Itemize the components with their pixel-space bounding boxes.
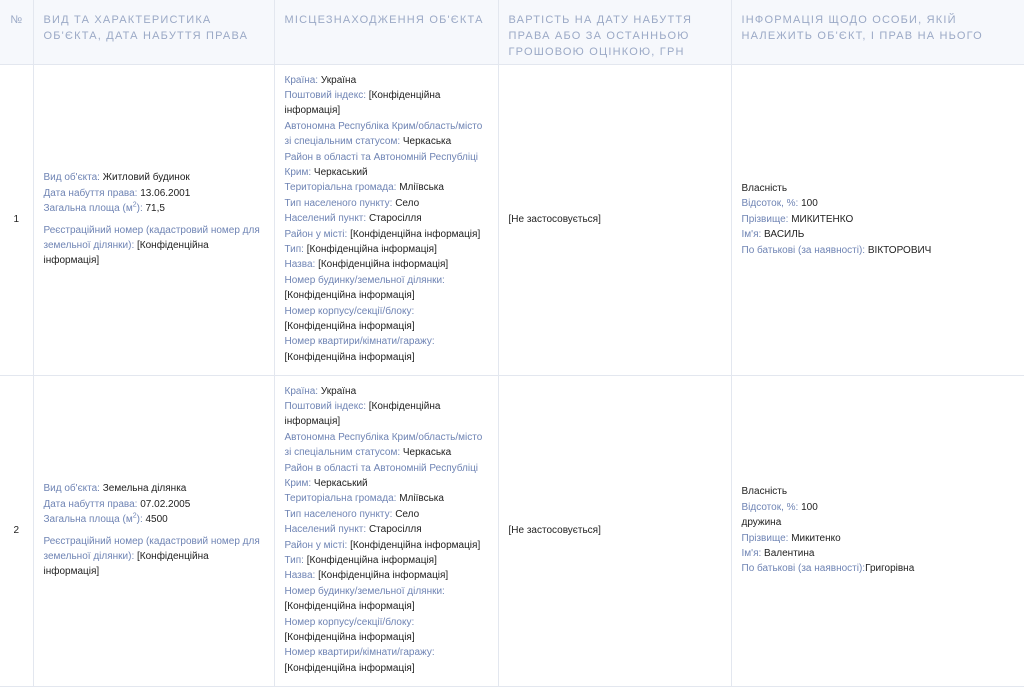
patronymic-value: Григорівна bbox=[865, 563, 915, 575]
city-district-value: [Конфіденційна інформація] bbox=[350, 228, 481, 240]
table-row bbox=[0, 375, 1024, 686]
street-type-value: [Конфіденційна інформація] bbox=[306, 554, 437, 566]
postal-label: Поштовий індекс: bbox=[284, 89, 366, 101]
object-type-label: Вид об'єкта: bbox=[43, 172, 100, 184]
settlement-label: Населений пункт: bbox=[284, 524, 367, 536]
surname-value: Микитенко bbox=[791, 532, 841, 544]
apartment-value: [Конфіденційна інформація] bbox=[284, 351, 415, 363]
community-label: Територіальна громада: bbox=[284, 182, 397, 194]
share-label: Відсоток, %: bbox=[741, 501, 799, 513]
settlement-type-value: Село bbox=[395, 197, 420, 209]
owner-cell bbox=[731, 375, 1024, 686]
patronymic-value: ВІКТОРОВИЧ bbox=[867, 244, 932, 256]
country-value: Україна bbox=[320, 385, 357, 397]
header-value: ВАРТІСТЬ НА ДАТУ НАБУТТЯ ПРАВА АБО ЗА ОСТАННЬОЮ ГРОШОВОЮ ОЦІНКОЮ, ГРН bbox=[498, 0, 731, 64]
relation-value: дружина bbox=[741, 517, 782, 529]
acquired-value: 13.06.2001 bbox=[140, 187, 191, 199]
share-value: 100 bbox=[801, 198, 818, 210]
surname-label: Прізвище: bbox=[741, 213, 789, 225]
street-type-value: [Конфіденційна інформація] bbox=[306, 243, 437, 255]
surname-label: Прізвище: bbox=[741, 532, 789, 544]
street-type-label: Тип: bbox=[284, 554, 304, 566]
object-type-value: Житловий будинок bbox=[102, 172, 190, 184]
patronymic-label: По батькові (за наявності): bbox=[741, 244, 866, 256]
header-location: МІСЦЕЗНАХОДЖЕННЯ ОБ'ЄКТА bbox=[274, 0, 498, 64]
location-cell bbox=[274, 375, 498, 686]
patronymic-label: По батькові (за наявності): bbox=[741, 563, 866, 575]
settlement-value: Старосілля bbox=[368, 213, 422, 225]
country-value: Україна bbox=[320, 74, 357, 86]
region-value: Черкаська bbox=[402, 136, 452, 148]
region-value: Черкаська bbox=[402, 447, 452, 459]
city-district-label: Район у місті: bbox=[284, 539, 348, 551]
acquired-label: Дата набуття права: bbox=[43, 498, 138, 510]
owner-cell bbox=[731, 64, 1024, 375]
row-number: 1 bbox=[0, 64, 33, 375]
ownership-type: Власність bbox=[741, 182, 788, 194]
region-label: Автономна Республіка Крим/область/місто зі спеціальним статусом: bbox=[284, 120, 483, 148]
apartment-value: [Конфіденційна інформація] bbox=[284, 662, 415, 674]
building-value: [Конфіденційна інформація] bbox=[284, 290, 415, 302]
settlement-label: Населений пункт: bbox=[284, 213, 367, 225]
acquired-value: 07.02.2005 bbox=[140, 498, 191, 510]
location-cell bbox=[274, 64, 498, 375]
street-name-value: [Конфіденційна інформація] bbox=[318, 570, 449, 582]
area-label: Загальна площа $(м^2)$: bbox=[43, 512, 143, 526]
block-label: Номер корпусу/секції/блоку: bbox=[284, 616, 415, 628]
area-label: Загальна площа $(м^2)$: bbox=[43, 201, 143, 215]
name-value: ВАСИЛЬ bbox=[764, 229, 805, 241]
district-label: Район в області та Автономній Республіці Крим: bbox=[284, 151, 479, 178]
ownership-type: Власність bbox=[741, 486, 788, 498]
table-header-row bbox=[0, 0, 1024, 64]
settlement-type-value: Село bbox=[395, 508, 420, 520]
value-cell: [Не застосовується] bbox=[498, 375, 731, 686]
object-info-cell bbox=[33, 64, 274, 375]
settlement-type-label: Тип населеного пункту: bbox=[284, 197, 393, 209]
table-row bbox=[0, 64, 1024, 375]
area-value: 71,5 bbox=[145, 203, 165, 215]
settlement-type-label: Тип населеного пункту: bbox=[284, 508, 393, 520]
block-value: [Конфіденційна інформація] bbox=[284, 321, 415, 332]
area-value: 4500 bbox=[145, 514, 168, 526]
building-value: [Конфіденційна інформація] bbox=[284, 601, 415, 613]
settlement-value: Старосілля bbox=[368, 524, 422, 536]
city-district-label: Район у місті: bbox=[284, 228, 348, 240]
name-label: Ім'я: bbox=[741, 547, 762, 559]
block-label: Номер корпусу/секції/блоку: bbox=[284, 305, 415, 317]
apartment-label: Номер квартири/кімнати/гаражу: bbox=[284, 336, 435, 348]
block-value: [Конфіденційна інформація] bbox=[284, 632, 415, 643]
city-district-value: [Конфіденційна інформація] bbox=[350, 539, 481, 551]
acquired-label: Дата набуття права: bbox=[43, 187, 138, 199]
district-label: Район в області та Автономній Республіці Крим: bbox=[284, 462, 479, 489]
district-value: Черкаський bbox=[313, 477, 368, 489]
cadastral-label: Реєстраційний номер (кадастровий номер для земельної ділянки): bbox=[43, 224, 260, 251]
postal-value: [Конфіденційна інформація] bbox=[284, 89, 441, 117]
country-label: Країна: bbox=[284, 74, 319, 86]
object-info-cell bbox=[33, 375, 274, 686]
building-label: Номер будинку/земельної ділянки: bbox=[284, 585, 445, 597]
postal-label: Поштовий індекс: bbox=[284, 400, 366, 412]
region-label: Автономна Республіка Крим/область/місто зі спеціальним статусом: bbox=[284, 431, 483, 459]
row-number: 2 bbox=[0, 375, 33, 686]
community-value: Мліївська bbox=[399, 493, 444, 505]
community-label: Територіальна громада: bbox=[284, 493, 397, 505]
value-cell: [Не застосовується] bbox=[498, 64, 731, 375]
header-number: № bbox=[0, 0, 33, 64]
header-owner: ІНФОРМАЦІЯ ЩОДО ОСОБИ, ЯКІЙ НАЛЕЖИТЬ ОБ'ЄКТ, І ПРАВ НА НЬОГО bbox=[731, 0, 1024, 64]
share-value: 100 bbox=[801, 501, 818, 513]
surname-value: МИКИТЕНКО bbox=[791, 213, 854, 225]
object-type-value: Земельна ділянка bbox=[102, 483, 187, 495]
object-type-label: Вид об'єкта: bbox=[43, 483, 100, 495]
district-value: Черкаський bbox=[313, 166, 368, 178]
cadastral-label: Реєстраційний номер (кадастровий номер для земельної ділянки): bbox=[43, 535, 260, 562]
street-name-label: Назва: bbox=[284, 259, 316, 271]
building-label: Номер будинку/земельної ділянки: bbox=[284, 274, 445, 286]
postal-value: [Конфіденційна інформація] bbox=[284, 400, 441, 428]
street-name-value: [Конфіденційна інформація] bbox=[318, 259, 449, 271]
cadastral-value: [Конфіденційна інформація] bbox=[43, 550, 209, 578]
country-label: Країна: bbox=[284, 385, 319, 397]
apartment-label: Номер квартири/кімнати/гаражу: bbox=[284, 647, 435, 659]
street-type-label: Тип: bbox=[284, 243, 304, 255]
header-object-type: ВИД ТА ХАРАКТЕРИСТИКА ОБ'ЄКТА, ДАТА НАБУТТЯ ПРАВА bbox=[33, 0, 274, 64]
community-value: Мліївська bbox=[399, 182, 444, 194]
street-name-label: Назва: bbox=[284, 570, 316, 582]
name-label: Ім'я: bbox=[741, 229, 762, 241]
cadastral-value: [Конфіденційна інформація] bbox=[43, 239, 209, 267]
share-label: Відсоток, %: bbox=[741, 198, 799, 210]
name-value: Валентина bbox=[764, 547, 815, 559]
